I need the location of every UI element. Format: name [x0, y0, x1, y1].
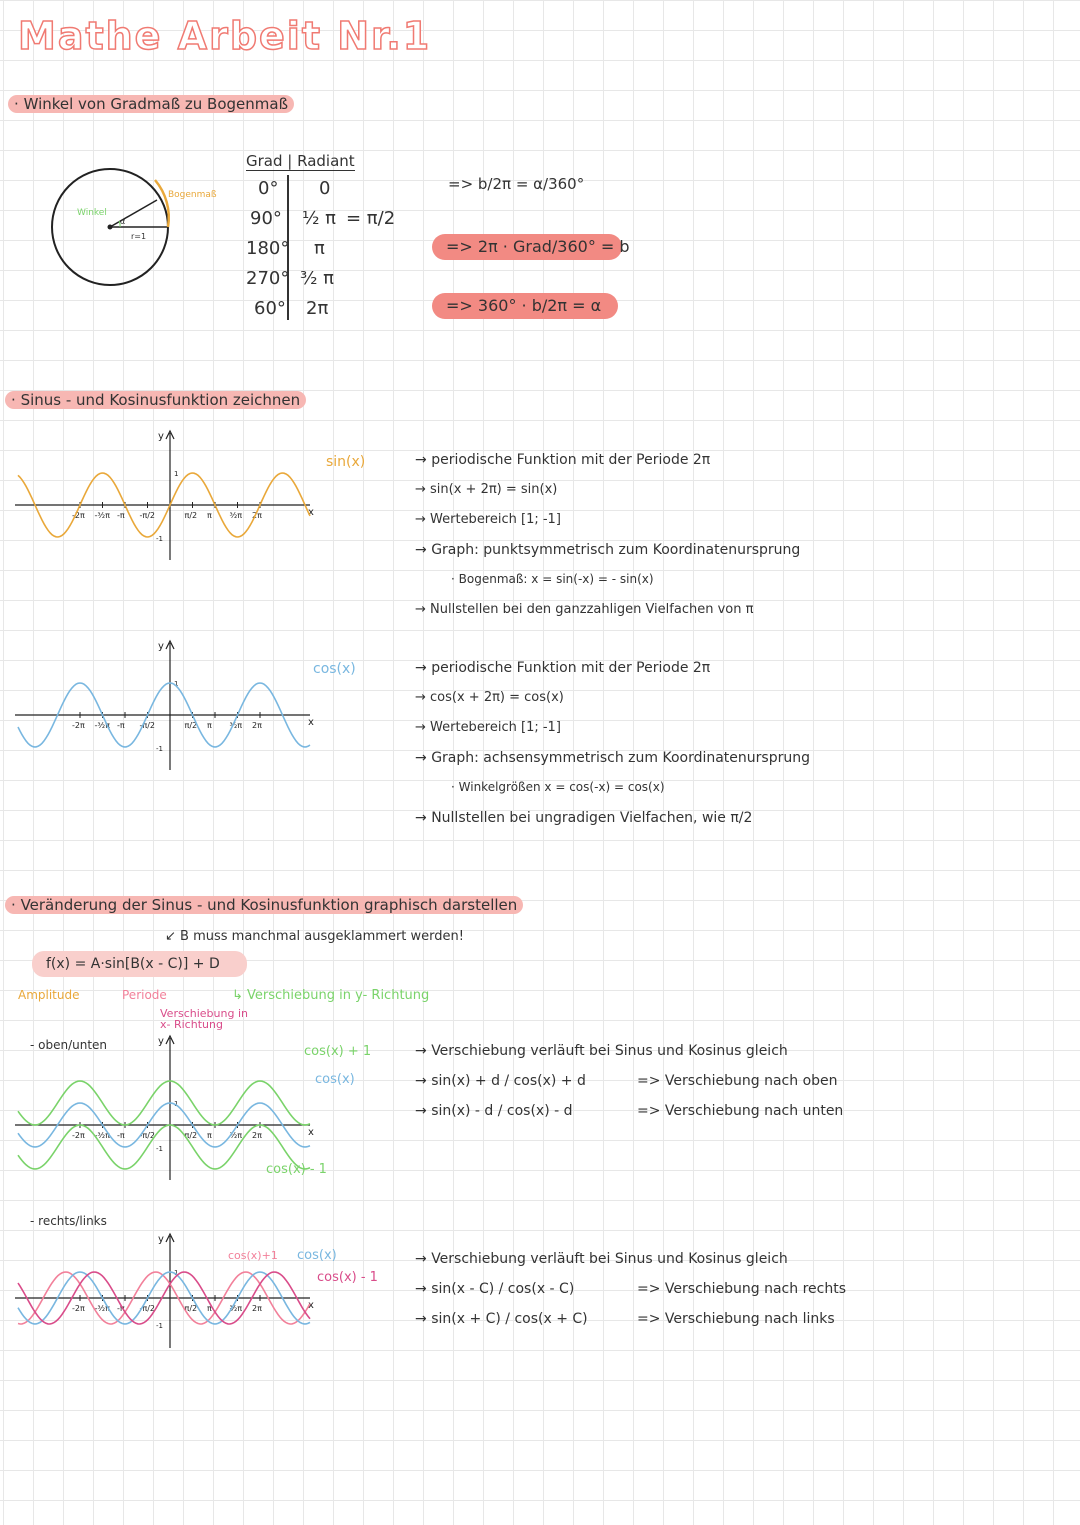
label-cos-x-plus-1: cos(x)+1 — [228, 1249, 278, 1262]
x-tick-label: -³⁄₂π — [94, 1304, 110, 1313]
x-tick-label: -π/2 — [139, 1304, 155, 1313]
x-tick-label: π — [207, 1304, 212, 1313]
y-tick-label: 1 — [174, 1269, 179, 1277]
table-head-grad: Grad — [246, 152, 283, 170]
x-tick-label: 2π — [252, 1131, 262, 1140]
bogen-label: Bogenmaß — [168, 190, 217, 200]
ou-note-result: => Verschiebung nach unten — [637, 1103, 844, 1119]
section-heading-sinus: · Sinus - und Kosinusfunktion zeichnen — [5, 391, 306, 409]
cos-graph — [10, 635, 380, 775]
sin-note: → Graph: punktsymmetrisch zum Koordinatenursprung — [415, 542, 801, 558]
label-cos-plus-1: cos(x) + 1 — [304, 1044, 372, 1059]
label-cos-rl: cos(x) — [297, 1248, 337, 1263]
x-tick-label: -π/2 — [139, 511, 155, 520]
note-b: ↙ B muss manchmal ausgeklammert werden! — [165, 929, 464, 944]
x-tick-label: -π/2 — [139, 721, 155, 730]
cos-note: · Winkelgrößen x = cos(-x) = cos(x) — [451, 780, 665, 794]
x-tick-label: -π/2 — [139, 1131, 155, 1140]
label-amplitude: Amplitude — [18, 988, 80, 1002]
rl-note-result: => Verschiebung nach rechts — [637, 1281, 846, 1297]
table-head-radiant: Radiant — [297, 152, 355, 170]
sin-note: → Wertebereich [1; -1] — [415, 512, 561, 527]
table-row-eq: = π/2 — [346, 208, 396, 229]
winkel-label: Winkel — [77, 208, 107, 218]
ou-note-result: => Verschiebung nach oben — [637, 1073, 838, 1089]
x-tick-label: π/2 — [184, 721, 198, 730]
general-formula: f(x) = A·sin[B(x - C)] + D — [46, 956, 220, 972]
x-tick-label: π — [207, 511, 212, 520]
x-tick-label: -π — [117, 511, 125, 520]
rl-note: → sin(x + C) / cos(x + C) — [415, 1311, 588, 1327]
x-axis-label: x — [308, 1127, 314, 1138]
x-tick-label: ³⁄₂π — [229, 1131, 243, 1140]
table-row-deg: 60° — [254, 298, 286, 319]
ou-note: → sin(x) + d / cos(x) + d — [415, 1073, 586, 1089]
x-tick-label: -2π — [72, 721, 85, 730]
label-cos-ou: cos(x) — [315, 1072, 355, 1087]
x-tick-label: -³⁄₂π — [94, 1131, 110, 1140]
y-axis-label: y — [158, 1036, 164, 1047]
formula-1: => b/2π = α/360° — [448, 175, 585, 193]
ou-note: → Verschiebung verläuft bei Sinus und Kosinus gleich — [415, 1043, 788, 1059]
page-title: Mathe Arbeit Nr.1 — [18, 14, 432, 58]
cos-note: → Nullstellen bei ungradigen Vielfachen, wie π/2 — [415, 810, 753, 826]
sin-graph — [10, 425, 380, 565]
cos-label: cos(x) — [313, 661, 356, 677]
y-tick-label: -1 — [156, 745, 163, 753]
label-cos-x-minus-1: cos(x) - 1 — [317, 1270, 378, 1285]
x-tick-label: 2π — [252, 721, 262, 730]
sin-note: · Bogenmaß: x = sin(-x) = - sin(x) — [451, 572, 654, 586]
x-axis-label: x — [308, 717, 314, 728]
x-tick-label: -π — [117, 1304, 125, 1313]
x-axis-label: x — [308, 1300, 314, 1311]
x-tick-label: -2π — [72, 1304, 85, 1313]
table-row-rad: π — [314, 238, 325, 259]
x-tick-label: π/2 — [184, 1304, 198, 1313]
rl-note: → Verschiebung verläuft bei Sinus und Kosinus gleich — [415, 1251, 788, 1267]
unit-circle-diagram — [45, 160, 245, 300]
table-row-rad: 0 — [319, 178, 331, 199]
y-tick-label: -1 — [156, 1145, 163, 1153]
table-row-deg: 90° — [250, 208, 282, 229]
cos-note: → cos(x + 2π) = cos(x) — [415, 690, 564, 705]
x-tick-label: -π — [117, 1131, 125, 1140]
rl-note: → sin(x - C) / cos(x - C) — [415, 1281, 575, 1297]
section-heading-veraenderung: · Veränderung der Sinus - und Kosinusfunktion graphisch darstellen — [5, 896, 523, 914]
x-tick-label: -2π — [72, 1131, 85, 1140]
label-periode: Periode — [122, 988, 167, 1002]
label-oben-unten: - oben/unten — [30, 1038, 108, 1052]
cos-note: → Graph: achsensymmetrisch zum Koordinatenursprung — [415, 750, 810, 766]
formula-3-box — [432, 293, 618, 319]
y-axis-label: y — [158, 431, 164, 442]
label-vy: ↳ Verschiebung in y- Richtung — [232, 988, 430, 1003]
table-row-rad: ³⁄₂ π — [300, 268, 334, 289]
y-tick-label: 1 — [174, 1100, 179, 1108]
x-tick-label: ³⁄₂π — [229, 511, 243, 520]
y-axis-label: y — [158, 1234, 164, 1245]
x-tick-label: π — [207, 1131, 212, 1140]
formula-2: => 2π · Grad/360° = b — [446, 237, 630, 256]
conversion-table: Grad | Radiant 0° 0 90° ½ π = π/2 180° π 270° ³⁄₂ π 60° 2π — [246, 152, 396, 319]
y-tick-label: -1 — [156, 1322, 163, 1330]
label-vx: Verschiebung in x- Richtung — [160, 1007, 248, 1031]
alpha-label: α — [120, 217, 126, 226]
y-axis-label: y — [158, 641, 164, 652]
x-tick-label: 2π — [252, 511, 262, 520]
sin-note: → periodische Funktion mit der Periode 2π — [415, 452, 711, 468]
x-tick-label: ³⁄₂π — [229, 721, 243, 730]
formula-box — [32, 951, 247, 977]
section-heading-winkel: · Winkel von Gradmaß zu Bogenmaß — [8, 95, 294, 113]
x-tick-label: -³⁄₂π — [94, 721, 110, 730]
y-tick-label: 1 — [174, 680, 179, 688]
sin-note: → sin(x + 2π) = sin(x) — [415, 482, 558, 497]
table-row-deg: 180° — [246, 238, 290, 259]
rl-note-result: => Verschiebung nach links — [637, 1311, 835, 1327]
x-tick-label: ³⁄₂π — [229, 1304, 243, 1313]
formula-2-box — [432, 234, 630, 260]
y-tick-label: -1 — [156, 535, 163, 543]
sin-label: sin(x) — [326, 454, 366, 470]
table-row-deg: 0° — [258, 178, 279, 199]
shift-left-right-graph — [10, 1228, 380, 1348]
table-row-deg: 270° — [246, 268, 290, 289]
x-tick-label: -2π — [72, 511, 85, 520]
table-row-rad: ½ π — [302, 208, 337, 229]
x-tick-label: π — [207, 721, 212, 730]
cos-note: → periodische Funktion mit der Periode 2π — [415, 660, 711, 676]
ou-note: → sin(x) - d / cos(x) - d — [415, 1103, 573, 1119]
x-tick-label: 2π — [252, 1304, 262, 1313]
x-tick-label: π/2 — [184, 1131, 198, 1140]
table-row-rad: 2π — [306, 298, 329, 319]
x-tick-label: -π — [117, 721, 125, 730]
x-tick-label: -³⁄₂π — [94, 511, 110, 520]
label-cos-minus-1: cos(x) - 1 — [266, 1162, 327, 1177]
label-rechts-links: - rechts/links — [30, 1214, 107, 1228]
formula-3: => 360° · b/2π = α — [446, 296, 602, 315]
x-tick-label: π/2 — [184, 511, 198, 520]
x-axis-label: x — [308, 507, 314, 518]
cos-note: → Wertebereich [1; -1] — [415, 720, 561, 735]
y-tick-label: 1 — [174, 470, 179, 478]
sin-note: → Nullstellen bei den ganzzahligen Vielfachen von π — [415, 602, 754, 617]
angle-ray — [110, 200, 157, 227]
radius-label: r=1 — [131, 232, 147, 241]
